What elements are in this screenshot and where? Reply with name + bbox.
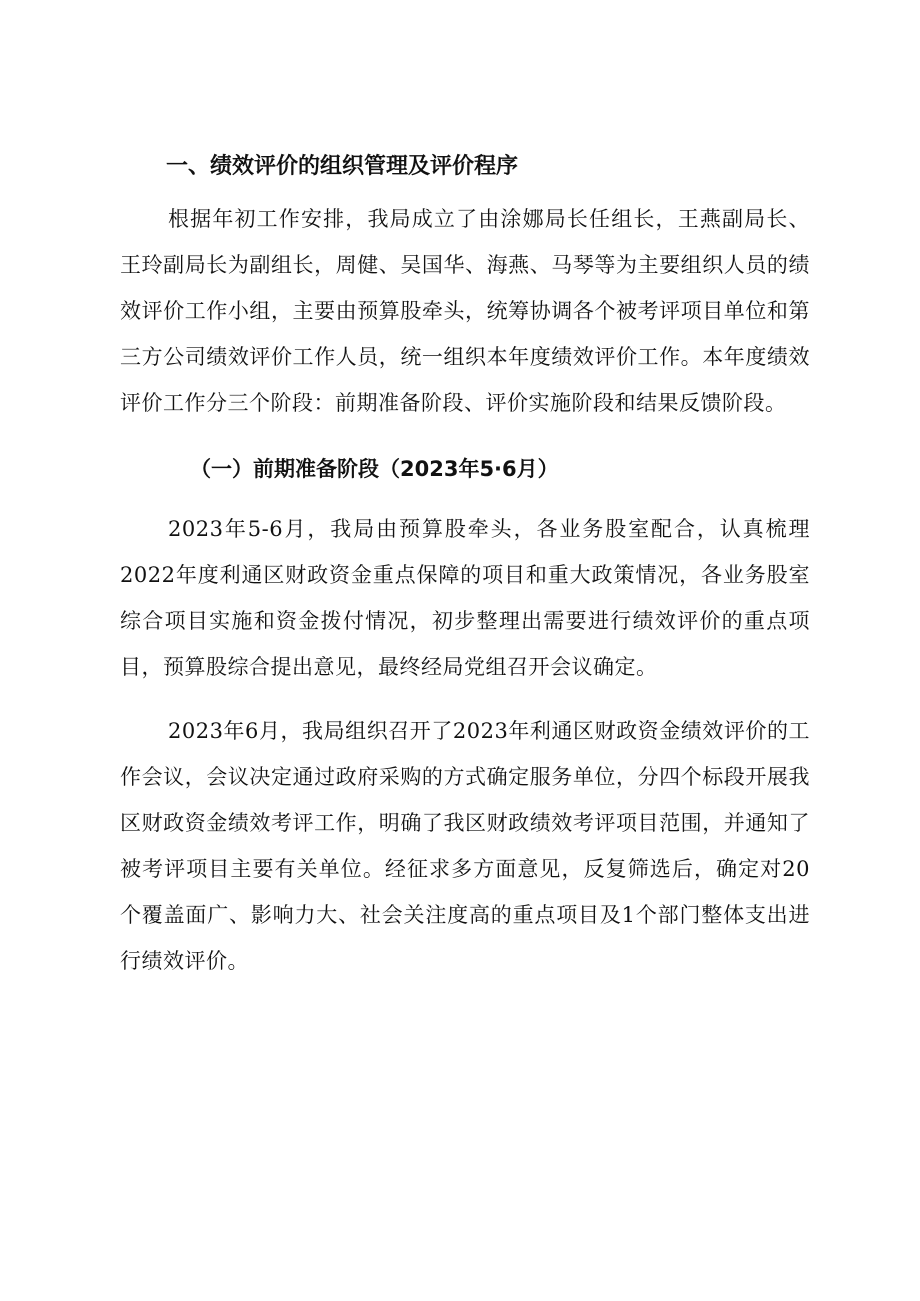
body-paragraph-1: 2023年5-6月，我局由预算股牵头，各业务股室配合，认真梳理2022年度利通区财政资金重点保障的项目和重大政策情况，各业务股室综合项目实施和资金拨付情况，初步整理出需要进行绩效评价的重点项目，预算股综合提出意见，最终经局党组召开会议确定。 (120, 517, 810, 679)
intro-paragraph: 根据年初工作安排，我局成立了由涂娜局长任组长，王燕副局长、王玲副局长为副组长，周健、吴国华、海燕、马琴等为主要组织人员的绩效评价工作小组，主要由预算股牵头，统筹协调各个被考评项目单位和第三方公司绩效评价工作人员，统一组织本年度绩效评价工作。本年度绩效评价工作分三个阶段：前期准备阶段、评价实施阶段和结果反馈阶段。 (120, 207, 810, 415)
document-body (120, 140, 810, 984)
subsection-heading: （一）前期准备阶段（2023年5·6月） (190, 457, 559, 481)
body-paragraph-2: 2023年6月，我局组织召开了2023年利通区财政资金绩效评价的工作会议，会议决定通过政府采购的方式确定服务单位，分四个标段开展我区财政资金绩效考评工作，明确了我区财政绩效考评项目范围，并通知了被考评项目主要有关单位。经征求多方面意见，反复筛选后，确定对20个覆盖面广、影响力大、社会关注度高的重点项目及1个部门整体支出进行绩效评价。 (120, 719, 810, 973)
section-heading: 一、绩效评价的组织管理及评价程序 (166, 154, 519, 179)
